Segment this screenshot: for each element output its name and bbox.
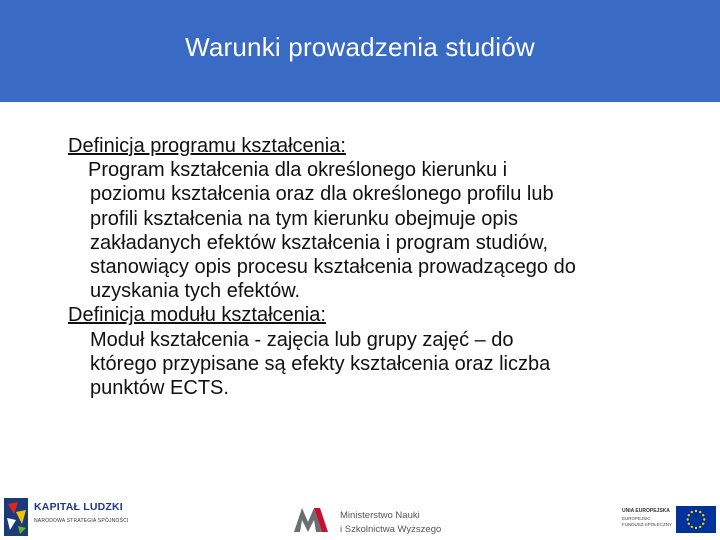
definition-module [68, 303, 688, 400]
definition-heading: Definicja programu kształcenia: [68, 135, 346, 157]
kapital-ludzki-emblem-icon [4, 498, 32, 538]
unia-line2: EUROPEJSKI [622, 516, 651, 521]
definition-body-line: Program kształcenia dla określonego kierunku i [88, 159, 508, 182]
definition-body-line: stanowiący opis procesu kształcenia prowadzącego do [90, 256, 576, 279]
slide-footer [0, 490, 720, 540]
definition-body-line: profili kształcenia na tym kierunku obejmuje opis [90, 207, 518, 230]
ministerstwo-line1: Ministerstwo Nauki [340, 510, 420, 521]
kapital-ludzki-name: KAPITAŁ LUDZKI [34, 501, 123, 513]
definition-heading: Definicja modułu kształcenia: [68, 304, 326, 327]
unia-line1: UNIA EUROPEJSKA [622, 508, 670, 514]
slide-content [68, 134, 688, 400]
definition-body-line: zakładanych efektów kształcenia i program studiów, [90, 231, 549, 254]
ministerstwo-line2: i Szkolnictwa Wyższego [340, 524, 442, 535]
unia-line3: FUNDUSZ SPOŁECZNY [622, 522, 673, 527]
ministerstwo-emblem-icon [292, 504, 332, 534]
slide-header [0, 0, 720, 102]
unia-europejska-logo [612, 504, 718, 536]
definition-body-line: punktów ECTS. [90, 377, 229, 400]
definition-body-line: poziomu kształcenia oraz dla określonego profilu lub [90, 183, 554, 206]
eu-flag-icon [676, 506, 716, 533]
kapital-ludzki-logo [4, 496, 129, 538]
definition-body-line: Moduł kształcenia - zajęcia lub grupy zajęć – do [90, 328, 514, 351]
definition-body-line: którego przypisane są efekty kształcenia oraz liczba [90, 352, 551, 375]
slide-title: Warunki prowadzenia studiów [185, 32, 535, 62]
kapital-ludzki-subtitle: NARODOWA STRATEGIA SPÓJNOŚCI [34, 518, 129, 524]
definition-body-line: uzyskania tych efektów. [90, 280, 301, 303]
definition-program [68, 134, 688, 303]
ministerstwo-logo [292, 502, 442, 536]
